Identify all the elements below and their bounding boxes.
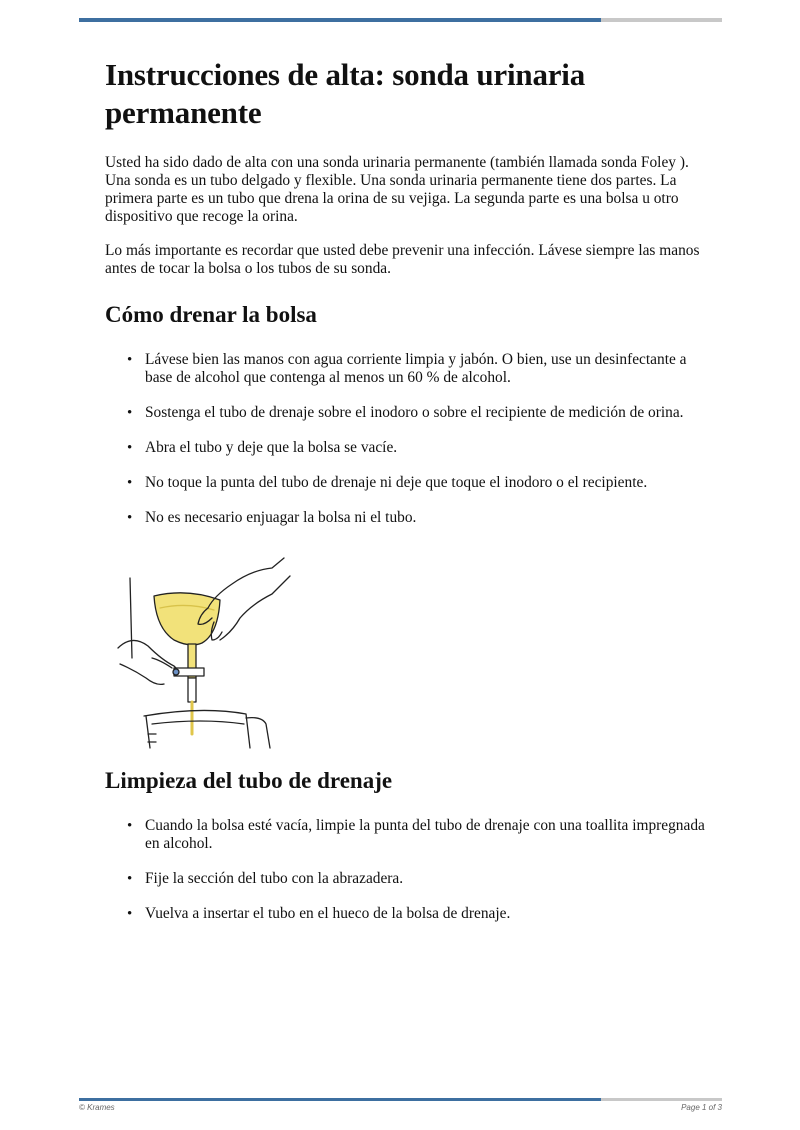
list-item: • No es necesario enjuagar la bolsa ni el tubo. [105,509,705,527]
header-rule-accent [79,18,601,22]
list-item: • Sostenga el tubo de drenaje sobre el inodoro o sobre el recipiente de medición de orina. [105,404,705,422]
intro-paragraph-infection: Lo más importante es recordar que usted debe prevenir una infección. Lávese siempre las manos antes de tocar la bolsa o los tubos de su sonda. [105,242,700,277]
cleaning-steps-list [105,817,705,923]
list-item: • Fije la sección del tubo con la abrazadera. [105,870,705,888]
list-item: • Lávese bien las manos con agua corriente limpia y jabón. O bien, use un desinfectante a base de alcohol que contenga al menos un 60 % de alcohol. [105,351,705,387]
list-item: • Cuando la bolsa esté vacía, limpie la punta del tubo de drenaje con una toallita impregnada en alcohol. [105,817,705,853]
footer-page-number: Page 1 of 3 [681,1103,722,1112]
footer-rule [79,1098,722,1101]
header-rule [79,18,722,22]
illustration-draining-bag [112,548,297,750]
page-title: Instrucciones de alta: sonda urinaria permanente [105,57,586,130]
footer-rule-accent [79,1098,601,1101]
document-body [105,56,705,527]
list-item: • No toque la punta del tubo de drenaje ni deje que toque el inodoro o el recipiente. [105,474,705,492]
intro-paragraph: Usted ha sido dado de alta con una sonda urinaria permanente (también llamada sonda Foley ). Una sonda es un tubo delgado y flexible. Una sonda urinaria permanente tiene dos partes. La primera parte es un tubo que drena la orina de su vejiga. La segunda parte es una bolsa u otro dispositivo que recoge la orina. [105,154,689,225]
list-item: • Abra el tubo y deje que la bolsa se vacíe. [105,439,705,457]
list-item: • Vuelva a insertar el tubo en el hueco de la bolsa de drenaje. [105,905,705,923]
section-heading-drain: Cómo drenar la bolsa [105,302,317,327]
footer-copyright: © Krames [79,1103,115,1112]
drain-steps-list [105,351,705,527]
section-heading-cleaning: Limpieza del tubo de drenaje [105,768,393,793]
